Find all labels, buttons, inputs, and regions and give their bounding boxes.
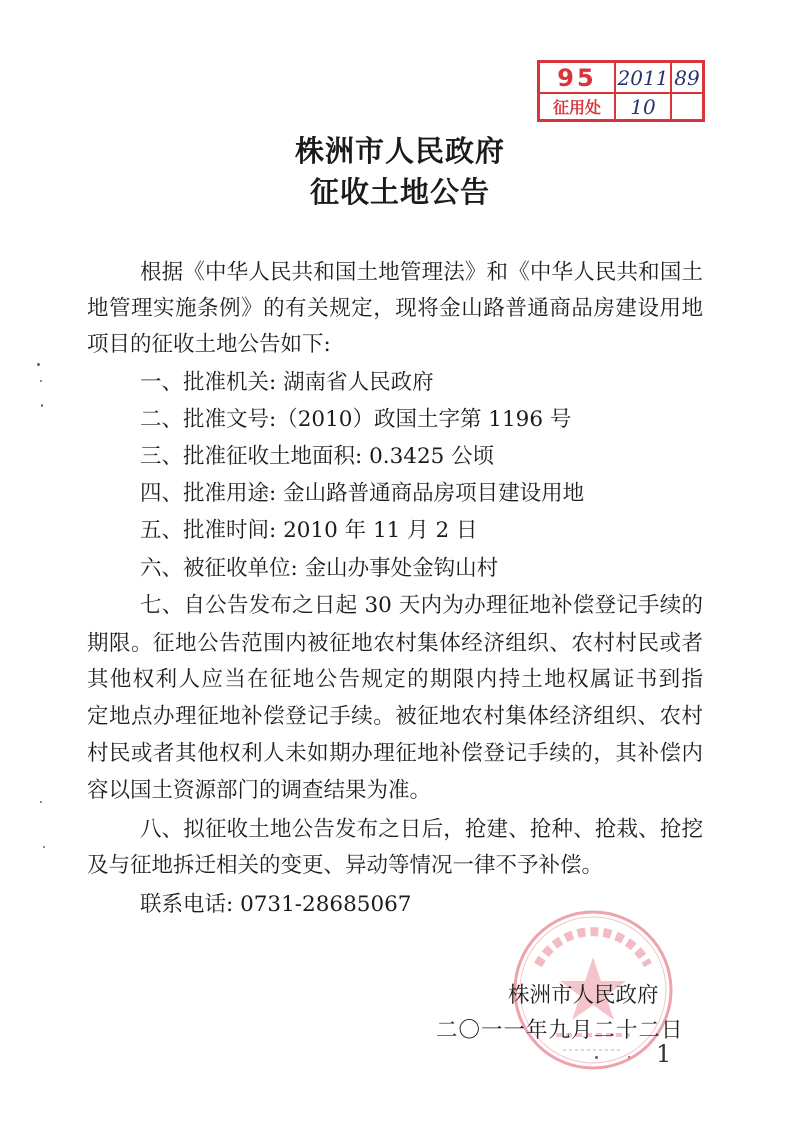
registration-sequence: 10 (616, 92, 672, 121)
item7-line-1: 七、自公告发布之日起 30 天内为办理征地补偿登记手续的 (140, 593, 703, 618)
contact-phone: 联系电话: 0731-28685067 (140, 892, 412, 917)
registration-department: 征用处 (540, 92, 616, 121)
scan-speck (595, 1056, 598, 1059)
item7-line-4: 定地点办理征地补偿登记手续。被征地农村集体经济组织、农村 (87, 704, 703, 729)
item-expropriated-unit: 六、被征收单位: 金山办事处金钩山村 (140, 556, 499, 581)
item7-line-6: 容以国土资源部门的调查结果为准。 (87, 778, 432, 803)
item-approval-date: 五、批准时间: 2010 年 11 月 2 日 (140, 518, 478, 543)
scan-speck (43, 846, 45, 848)
registration-year: 2011 (616, 63, 672, 92)
item7-line-3: 其他权利人应当在征地公告规定的期限内持土地权属证书到指 (87, 667, 703, 692)
item8-line-2: 及与征地拆迁相关的变更、异动等情况一律不予补偿。 (87, 853, 604, 878)
registration-code: 95 (540, 63, 616, 92)
item8-line-1: 八、拟征收土地公告发布之日后，抢建、抢种、抢栽、抢挖 (140, 817, 703, 842)
intro-line-2: 地管理实施条例》的有关规定，现将金山路普通商品房建设用地 (87, 296, 703, 321)
document-title-line2: 征收土地公告 (309, 175, 490, 209)
intro-line-1: 根据《中华人民共和国土地管理法》和《中华人民共和国土 (140, 260, 703, 285)
document-title-line1: 株洲市人民政府 (294, 134, 505, 168)
registration-empty-cell (672, 92, 702, 121)
signature-date: 二〇一一年九月二十二日 (436, 1018, 684, 1043)
scan-speck (37, 363, 40, 366)
item7-line-5: 村民或者其他权利人未如期办理征地补偿登记手续的，其补偿内 (87, 741, 703, 766)
item7-line-2: 期限。征地公告范围内被征地农村集体经济组织、农村村民或者 (87, 631, 703, 656)
intro-line-3: 项目的征收土地公告如下: (87, 332, 331, 357)
scan-speck (40, 801, 42, 803)
registration-stamp (537, 60, 705, 122)
registration-stamp-top-row (540, 63, 702, 94)
item-approval-number: 二、批准文号:（2010）政国土字第 1196 号 (140, 407, 572, 432)
registration-number: 89 (674, 65, 700, 90)
scan-speck (40, 380, 42, 382)
registration-stamp-bottom-row (540, 92, 702, 121)
item-land-use: 四、批准用途: 金山路普通商品房项目建设用地 (140, 481, 585, 506)
item-approval-authority: 一、批准机关: 湖南省人民政府 (140, 370, 434, 395)
scan-speck (628, 1056, 630, 1058)
scan-speck (41, 404, 43, 407)
page-number: 1 (656, 1040, 672, 1068)
item-land-area: 三、批准征收土地面积: 0.3425 公顷 (140, 444, 495, 469)
signature-organization: 株洲市人民政府 (508, 983, 659, 1008)
